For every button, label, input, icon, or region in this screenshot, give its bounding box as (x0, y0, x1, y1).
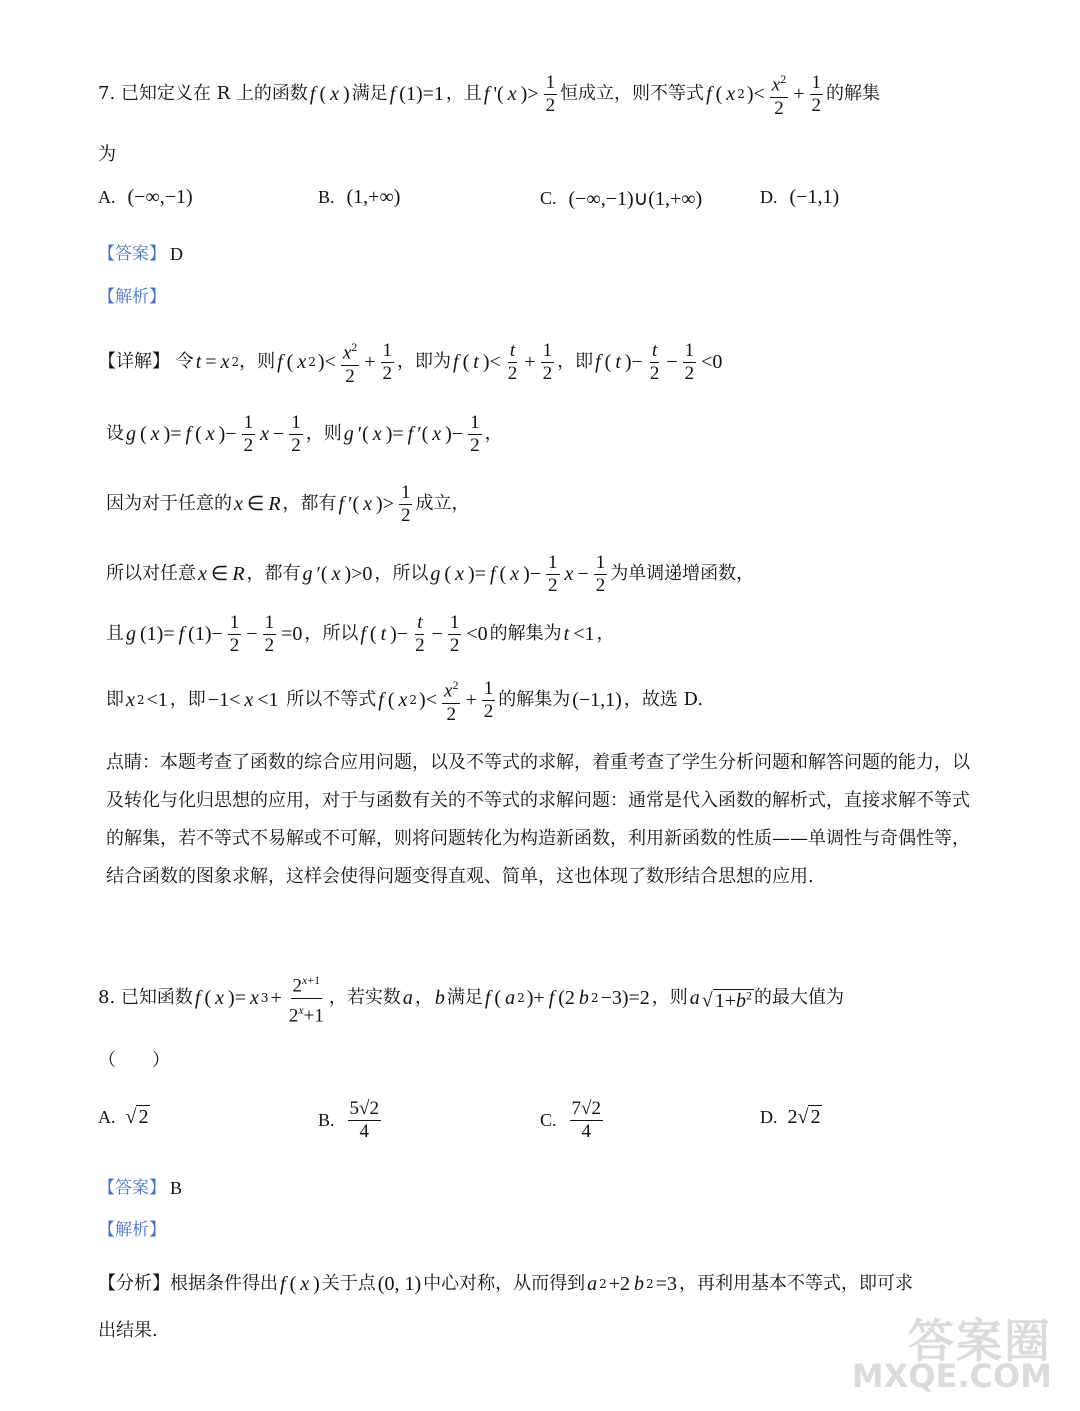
q7-detail-line3: 因为对于任意的 x ∈ R ，都有 f ′( x )> $\frac{1}{2}$ 成立， (106, 481, 470, 526)
q7-detail-line4: 所以对任意 x ∈ R ，都有 g ′( x )>0 ，所以 g ( x )= f ( x )− $\frac{1}{2}$ x − $\frac{1}{2}$ 为单调递增函数， (106, 551, 755, 596)
math-f-x: f (309, 83, 316, 105)
q7-stem-text: 已知定义在 R 上的函数 (120, 83, 308, 104)
q8-analysis-tag: 【解析】 (98, 1220, 166, 1240)
q7-number: 7. (98, 83, 116, 104)
q8-stem-line1: 8. 已知函数 f ( x )= x 3 + $\frac{2^{x+1}}{2^x+1}$ ，若实数 a ， b 满足 f ( a 2 )+ f (2 b 2 −3)=2 ，则 a √ $1+b^2$ 的最大值为 (98, 976, 984, 1020)
q7-analysis-tag: 【解析】 (98, 287, 166, 307)
q7-option-d: D. (−1,1) (760, 186, 840, 208)
q8-analysis-line1: 【分析】 根据条件得出 f ( x ) 关于点 (0, 1) 中心对称，从而得到 a 2 +2 b 2 =3 ，再利用基本不等式，即可求 (98, 1273, 913, 1295)
answer-tag: 【答案】 (98, 244, 166, 264)
fraction-half: $\frac{1}{2}$ (545, 71, 556, 116)
q7-option-b: B. (1,+∞) (318, 186, 401, 208)
watermark-logo: 答案圈 MXQE.COM (851, 1314, 1052, 1395)
q8-analysis-line2: 出结果. (98, 1320, 158, 1341)
q8-option-b: B. $\frac{5√2}{4}$ (318, 1098, 379, 1142)
q7-detail-line5: 且 g (1)= f (1)− $\frac{1}{2}$ − $\frac{1}{2}$ =0 ，所以 f ( t )− $\frac{t}{2}$ − $\frac{1}{2}$ <0 的解集为 t <1 ， (106, 611, 615, 656)
detail-tag: 【详解】 (98, 351, 170, 372)
q7-detail-line2: 设 g ( x )= f ( x )− $\frac{1}{2}$ x − $\frac{1}{2}$ ，则 g ′( x )= f ′( x )− $\frac{1}{2}$ ， (106, 411, 503, 456)
q7-comment: 点睛：本题考查了函数的综合应用问题，以及不等式的求解，着重考查了学生分析问题和解答问题的能力，以及转化与化归思想的应用，对于与函数有关的不等式的求解问题：通常是代入函数的解析式，直接求解不等式的解集，若不等式不易解或不可解，则将问题转化为构造新函数，利用新函数的性质——单调性与奇偶性等，结合函数的图象求解，这样会使得问题变得直观、简单，这也体现了数形结合思想的应用. (106, 752, 970, 887)
q7-detail-line1: 【详解】 令 t = x 2 ，则 f ( x 2 )< $\frac{x^2}{2}$ + $\frac{1}{2}$ ，即为 f ( t )< $\frac{t}{2}$ + $\frac{1}{2}$ ，即 f ( t )− $\frac{t}{2}$ − $\frac{1}{2}$ <0 (98, 340, 984, 384)
q7-stem-line1: 7. 已知定义在 R 上的函数 f ( x ) 满足 f (1)=1 ，且 f '( x )> $\frac{1}{2}$ 恒成立，则不等式 f ( x 2 )< $\frac{x^2}{2}$ + $\frac{1}{2}$ 的解集 (98, 74, 984, 114)
q7-detail-line6: 即 x 2 <1 ，即 −1< x <1 所以不等式 f ( x 2 )< $\frac{x^2}{2}$ + $\frac{1}{2}$ 的解集为 (−1,1) ，故选 D. (106, 678, 984, 722)
q7-option-c: C. (−∞,−1)∪(1,+∞) (540, 188, 703, 210)
q8-paren: （ ） (98, 1050, 170, 1071)
q7-answer: 【答案】 D (98, 239, 984, 269)
q8-option-c: C. $\frac{7√2}{4}$ (540, 1098, 601, 1142)
q7-stem-line2: 为 (98, 144, 116, 165)
q8-number: 8. (98, 987, 116, 1008)
q8-option-a: A. √ 2 (98, 1106, 149, 1128)
q8-answer: 【答案】 B (98, 1178, 183, 1198)
q7-options (98, 186, 988, 226)
q7-option-a: A. (−∞,−1) (98, 186, 193, 208)
q8-options (98, 1098, 988, 1154)
q8-option-d: D. 2√ 2 (760, 1106, 821, 1128)
